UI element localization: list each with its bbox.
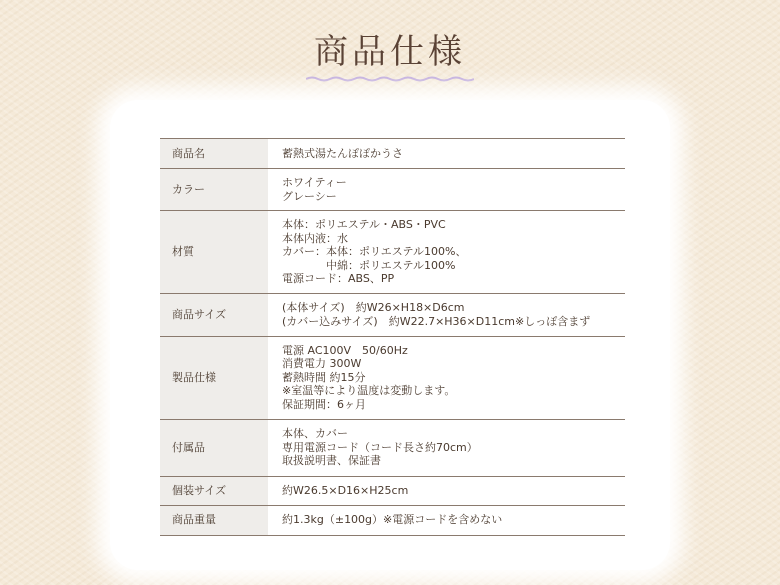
page-title: 商品仕様	[314, 32, 466, 72]
spec-value-line: (本体サイズ) 約W26×H18×D6cm	[282, 301, 465, 314]
spec-table	[160, 138, 625, 536]
spec-value-line: グレーシー	[282, 189, 337, 203]
spec-value-line: 蓄熱式湯たんぽぽかうさ	[282, 146, 403, 160]
spec-label: 商品名	[160, 139, 268, 169]
spec-value-line: ホワイティー	[282, 176, 347, 189]
spec-value	[268, 336, 625, 419]
spec-value-line: カバー：本体：ポリエステル100%、	[282, 245, 467, 258]
spec-row-product-specs	[160, 336, 625, 419]
spec-row-product-name	[160, 139, 625, 169]
spec-value	[268, 293, 625, 336]
spec-label: 商品重量	[160, 505, 268, 535]
spec-label: 製品仕様	[160, 336, 268, 419]
spec-value-line: 取扱説明書、保証書	[282, 454, 381, 468]
spec-value-line: 電源 AC100V 50/60Hz	[282, 343, 408, 357]
spec-value	[268, 139, 625, 169]
spec-label: 商品サイズ	[160, 293, 268, 336]
spec-value-line: 本体、カバー	[282, 427, 348, 441]
spec-value-line: 中綿：ポリエステル100%	[282, 258, 456, 272]
spec-value-line: 本体内液：水	[282, 231, 348, 245]
spec-label: 材質	[160, 211, 268, 294]
spec-value-line: 電源コード：ABS、PP	[282, 272, 395, 285]
spec-row-color	[160, 169, 625, 211]
title-underline-decoration	[306, 76, 474, 82]
spec-value-line: 消費電力 300W	[282, 357, 362, 371]
spec-row-package-size	[160, 476, 625, 505]
spec-value-line: 保証期間：6ヶ月	[282, 397, 366, 411]
spec-value-line: 約1.3kg（±100g）※電源コードを含めない	[282, 513, 503, 527]
spec-row-weight	[160, 505, 625, 535]
spec-value	[268, 505, 625, 535]
spec-label: 個装サイズ	[160, 476, 268, 505]
spec-row-product-size	[160, 293, 625, 336]
spec-value-line: 本体：ポリエステル・ABS・PVC	[282, 218, 446, 231]
spec-value	[268, 419, 625, 476]
spec-value	[268, 211, 625, 294]
spec-value-line: 約W26.5×D16×H25cm	[282, 483, 409, 497]
spec-value-line: 専用電源コード（コード長さ約70cm）	[282, 440, 478, 454]
spec-value	[268, 476, 625, 505]
spec-row-accessories	[160, 419, 625, 476]
spec-value-line: ※室温等により温度は変動します。	[282, 384, 456, 398]
spec-row-material	[160, 211, 625, 294]
spec-value-line: 蓄熱時間 約15分	[282, 370, 366, 384]
spec-value	[268, 169, 625, 211]
spec-label: カラー	[160, 169, 268, 211]
spec-label: 付属品	[160, 419, 268, 476]
spec-value-line: (カバー込みサイズ) 約W22.7×H36×D11cm※しっぽ含まず	[282, 314, 591, 328]
